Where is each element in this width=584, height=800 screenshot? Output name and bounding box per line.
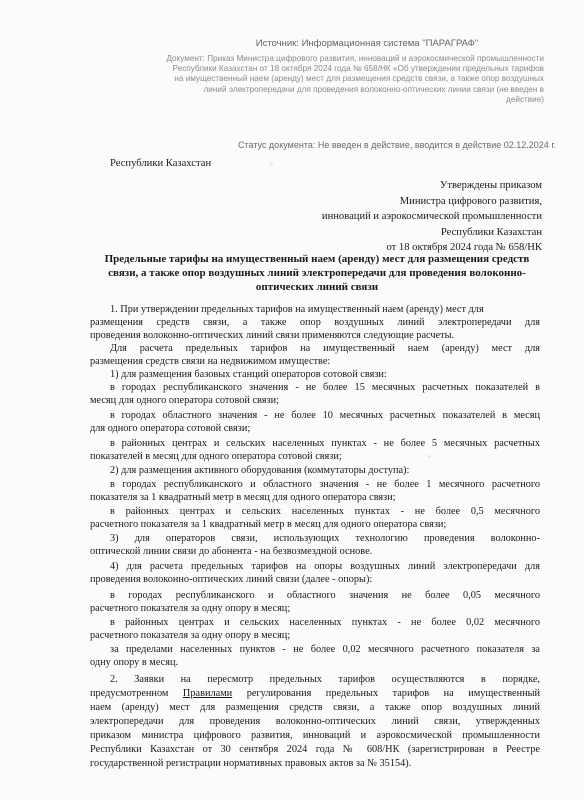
- body-line: 4) для расчета предельных тарифов на опоры воздушных линий электропередачи для: [110, 561, 540, 572]
- body-text: регулирования предельных тарифов на имущественный: [246, 688, 541, 699]
- source-document-line: на имущественный наем (аренду) мест для размещения средств связи, а также опор воздушных: [174, 74, 544, 84]
- approval-line: Республики Казахстан: [440, 226, 542, 238]
- body-line-with-link: [90, 688, 540, 700]
- scan-speck: [270, 162, 273, 165]
- source-document-line: линий электропередачи для проведения волоконно-оптических линии связи (не введен в: [203, 84, 544, 94]
- body-line: расчетного показателя за одну опору в месяц;: [90, 630, 291, 641]
- body-line: месяц для одного оператора сотовой связи;: [90, 395, 279, 406]
- body-text: предусмотренном: [90, 688, 169, 699]
- body-line: в районных центрах и сельских населенных пунктах - не более 5 месячных расчетных: [110, 438, 540, 449]
- body-line: в городах республиканского значения - не более 15 месячных расчетных показателей в: [110, 382, 540, 393]
- document-heading: [90, 252, 544, 294]
- body-line: показателей в месяц для одного оператора сотовой связи;: [90, 451, 342, 462]
- body-line: показателя за 1 квадратный метр в месяц для одного оператора связи;: [90, 492, 396, 503]
- body-line: проведения волоконно-оптических линий связи (далее - опоры):: [90, 574, 373, 585]
- body-line: за пределами населенных пунктов - не более 0,02 месячного расчетного показателя за: [110, 644, 540, 655]
- body-line: 1. При утверждении предельных тарифов на имущественный наем (аренду) мест для: [110, 304, 484, 315]
- body-line: электропередачи для проведения волоконно-оптических линий связи, утвержденных: [90, 716, 540, 727]
- heading-line: оптических линий связи: [255, 281, 379, 293]
- body-line: 2. Заявки на пересмотр предельных тарифов осуществляются в порядке,: [110, 674, 540, 685]
- body-line: в районных центрах и сельских населенных пунктах - не более 0,5 месячного: [110, 506, 540, 517]
- body-line: в городах республиканского и областного значения - не более 1 месячного расчетного: [110, 479, 540, 490]
- body-line: для одного оператора сотовой связи;: [90, 423, 251, 434]
- body-line: государственной регистрации нормативных правовых актов за № 35154).: [90, 758, 412, 769]
- heading-line: Предельные тарифы на имущественный наем (аренду) мест для размещения средств: [104, 253, 530, 265]
- approval-block: [260, 178, 542, 256]
- body-line: 2) для размещения активного оборудования (коммутаторы доступа):: [110, 465, 410, 476]
- body-line: расчетного показателя за 1 квадратный метр в месяц для одного оператора связи;: [90, 519, 447, 530]
- scan-speck: [428, 455, 431, 458]
- body-line: 1) для размещения базовых станций операторов сотовой связи:: [110, 369, 387, 380]
- country-header: Республики Казахстан: [110, 158, 212, 169]
- rules-link[interactable]: Правилами: [182, 688, 233, 699]
- body-line: проведения волоконно-оптических линий связи применяются следующие расчеты.: [90, 330, 455, 341]
- source-document-line: действие): [506, 94, 544, 104]
- document-status: Статус документа: Не введен в действие, вводится в действие 02.12.2024 г.: [237, 140, 556, 150]
- body-line: приказом министра цифрового развития, инноваций и аэрокосмической промышленности: [90, 730, 540, 741]
- body-line: в городах областного значения - не более 10 месячных расчетных показателей в месяц: [110, 410, 540, 421]
- body-line: в районных центрах и сельских населенных пунктах - не более 0,02 месячного: [110, 617, 540, 628]
- source-document-line: Республики Казахстан от 18 октября 2024 года № 658/НК «Об утверждении предельных тарифов: [172, 64, 544, 74]
- body-line: Республики Казахстан от 30 сентября 2024 года № 608/НК (зарегистрирован в Реестре: [90, 744, 540, 755]
- body-line: 3) для операторов связи, использующих технологию проведения волоконно-: [110, 533, 540, 544]
- heading-line: связи, а также опор воздушных линий электропередачи для проведения волоконно-: [108, 267, 526, 279]
- body-line: Для расчета предельных тарифов на имущественный наем (аренду) мест для: [110, 343, 540, 354]
- source-document-block: [88, 54, 544, 105]
- body-line: одну опору в месяц.: [90, 657, 179, 668]
- approval-line: от 18 октября 2024 года № 658/НК: [386, 242, 542, 253]
- body-line: оптической линии связи до абонента - на безвозмездной основе.: [90, 546, 373, 557]
- approval-line: Министра цифрового развития,: [399, 195, 542, 207]
- source-document-line: Документ: Приказ Министра цифрового развития, инноваций и аэрокосмической промышленности: [166, 54, 544, 63]
- body-line: расчетного показателя за одну опору в месяц;: [90, 603, 291, 614]
- approval-line: Утверждены приказом: [439, 180, 542, 191]
- approval-line: инноваций и аэрокосмической промышленности: [321, 211, 542, 222]
- body-line: наем (аренду) мест для размещения средств связи, а также опор воздушных линий: [90, 702, 540, 713]
- body-line: размещения средств связи на недвижимом имуществе:: [90, 356, 331, 367]
- body-line: размещения средств связи, а также опор воздушных линий электропередачи для: [90, 317, 540, 328]
- body-line: в городах республиканского и областного значения не более 0,05 месячного: [110, 590, 540, 601]
- source-title: Источник: Информационная система "ПАРАГРАФ": [255, 38, 479, 49]
